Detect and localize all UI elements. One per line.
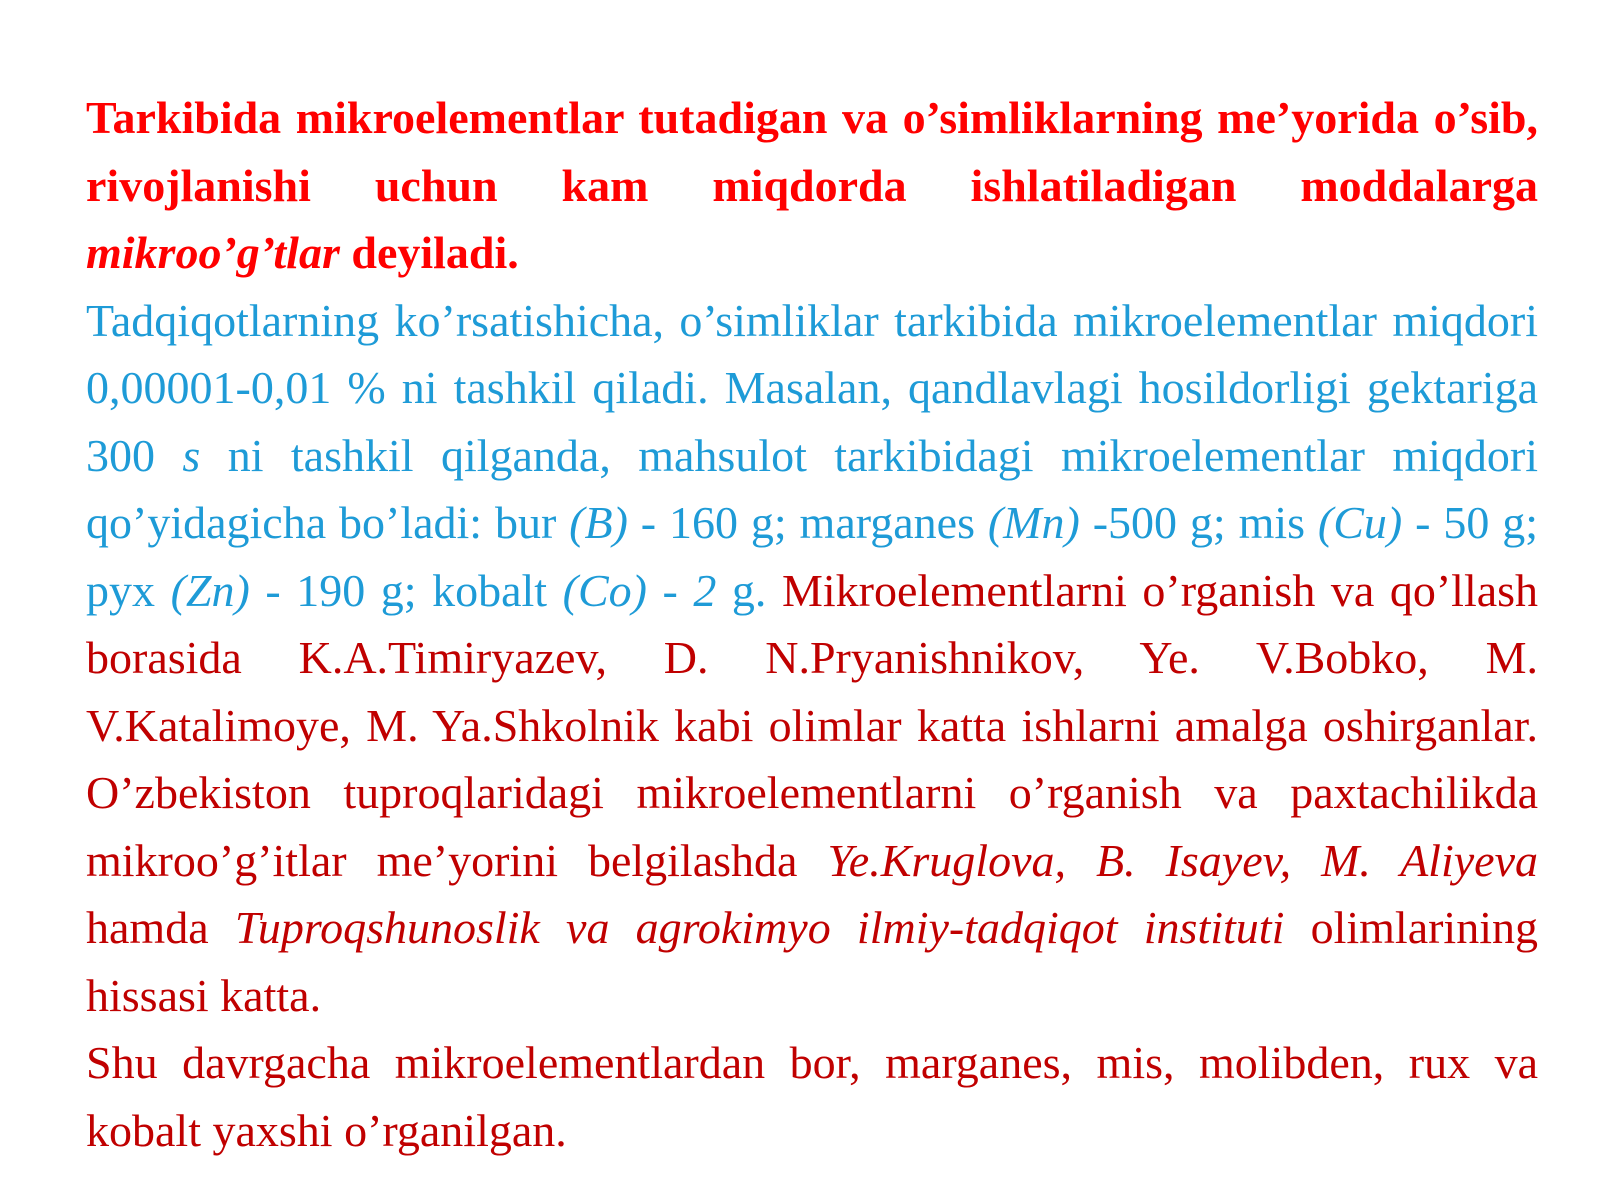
blue-text-segment-8: g. [716,564,767,616]
blue-text-segment-1: Tadqiqotlarning ko’rsatishicha, o’simliklar tarkibida mikroelementlar miqdori 0,00001-0,01 % ni tashkil qiladi. Masalan, qandlavlagi hosildorligi gektariga 300 [86,294,1538,481]
cobalt-amount: 2 [693,564,717,616]
definition-text-before: Tarkibida mikroelementlar tutadigan va o’simliklarning me’yorida o’sib, rivojlanishi uchun kam miqdorda ishlatiladigan moddalarga [86,92,1538,211]
red-text-segment-1: Mikroelementlarni o’rganish va qo’llash borasida K.A.Timiryazev, D. N.Pryanishnikov, Ye. V.Bobko, M. V.Katalimoye, M. Ya.Shkolnik kabi olimlar katta ishlarni amalga oshirganlar. O’zbekiston tuproqlaridagi mikroelementlarni o’rganish va paxtachilikda mikroo’g’itlar me’yorini belgilashda [86,564,1539,886]
research-red-text [86,565,1538,1021]
red-text-segment-3: olimlarining hissasi katta. [86,902,1538,1021]
authors-names: Ye.Kruglova, B. Isayev, M. Aliyeva [827,834,1538,886]
element-symbol-mn: (Mn) [987,497,1080,548]
blue-text-segment-6: - 190 g; kobalt [249,564,563,616]
institute-name: Tuproqshunoslik va agrokimyo ilmiy-tadqiqot instituti [234,902,1285,953]
blue-text-segment-7: - [646,564,694,616]
definition-paragraph [86,84,1538,287]
blue-text-segment-2: ni tashkil qilganda, mahsulot tarkibidagi mikroelementlar miqdori qo’yidagicha bo’ladi: bur [86,429,1538,548]
red-text-segment-2: hamda [86,902,235,953]
research-paragraph [86,287,1538,1030]
element-symbol-cu: (Cu) [1317,497,1403,548]
element-symbol-zn: (Zn) [170,564,250,616]
slide-text-body [86,84,1538,1164]
element-symbol-b: (B) [569,497,628,548]
definition-term: mikroo’g’tlar [86,227,340,278]
blue-text-segment-5: - 50 g; pyx [86,497,1538,616]
unit-s: s [182,429,201,481]
element-symbol-co: (Co) [562,564,647,616]
conclusion-paragraph: Shu davrgacha mikroelementlardan bor, marganes, mis, molibden, rux va kobalt yaxshi o’rganilgan. [86,1037,1538,1156]
blue-text-segment-4: -500 g; mis [1079,497,1318,548]
blue-text-segment-3: - 160 g; marganes [627,497,988,548]
definition-text-after: deyiladi. [339,227,519,278]
